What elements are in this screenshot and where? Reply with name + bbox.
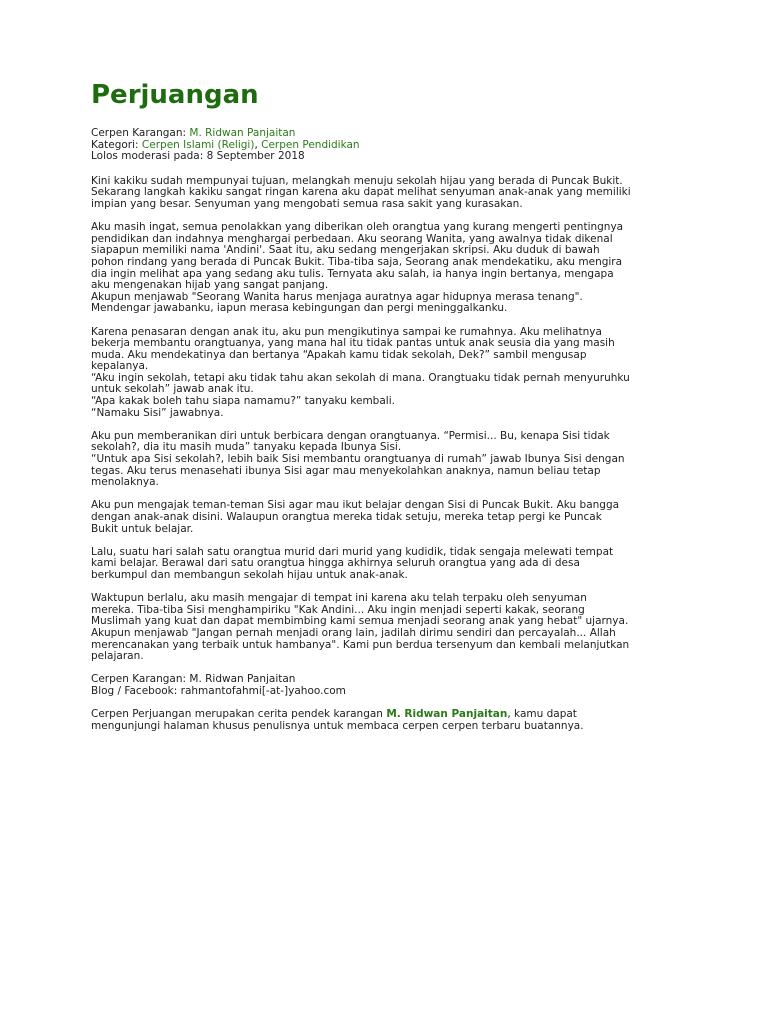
category-link-pendidikan[interactable]: Cerpen Pendidikan bbox=[261, 138, 360, 151]
blog-line: Blog / Facebook: rahmantofahmi[-at-]yahoo.com bbox=[91, 684, 346, 697]
story-meta bbox=[91, 128, 698, 163]
category-label: Kategori: bbox=[91, 138, 142, 151]
category-separator: , bbox=[254, 138, 262, 151]
closing-pre: Cerpen Perjuangan merupakan cerita pendek karangan bbox=[91, 708, 387, 721]
story-paragraph: Lalu, suatu hari salah satu orangtua murid dari murid yang kudidik, tidak sengaja melewati tempat kami belajar. Berawal dari satu orangtua hingga akhirnya seluruh orangtua yang ada di desa berkumpul dan membangun sekolah hijau untuk anak-anak. bbox=[91, 545, 614, 581]
story-paragraph: Aku masih ingat, semua penolakkan yang diberikan oleh orangtua yang kurang mengerti pentingnya pendidikan dan indahnya menghargai perbedaan. Aku seorang Wanita, yang awalnya tidak dikenal siapapun memiliki nama 'Andini'. Saat itu, aku sedang mengerjakan skripsi. Aku duduk di bawah pohon rindang yang berada di Puncak Bukit. Tiba-tiba saja, Seorang anak mendekatiku, aku mengira dia ingin melihat apa yang sedang aku tulis. Ternyata aku salah, ia hanya ingin bertanya, mengapa aku mengenakan hijab yang sangat panjang. Akupun menjawab "Seorang Wanita harus menjaga auratnya agar hidupnya merasa tenang". Mendengar jawabanku, iapun merasa kebingungan dan pergi meninggalkanku. bbox=[91, 221, 624, 315]
author-link[interactable]: M. Ridwan Panjaitan bbox=[189, 127, 296, 139]
moderation-date: Lolos moderasi pada: 8 September 2018 bbox=[91, 150, 305, 163]
closing-author-link[interactable]: M. Ridwan Panjaitan bbox=[386, 708, 508, 721]
page-title: Perjuangan bbox=[91, 80, 259, 110]
closing-post: , kamu dapat mengunjungi halaman khusus penulisnya untuk membaca cerpen cerpen terbaru buatannya. bbox=[91, 708, 584, 732]
story-body bbox=[91, 176, 698, 663]
story-paragraph: Kini kakiku sudah mempunyai tujuan, melangkah menuju sekolah hijau yang berada di Puncak Bukit. Sekarang langkah kakiku sangat ringan karena aku dapat melihat senyuman anak-anak yang memiliki impian yang besar. Senyuman yang mengobati semua rasa sakit yang kurasakan. bbox=[91, 174, 631, 210]
author-credit bbox=[91, 674, 698, 697]
author-credit-line: Cerpen Karangan: M. Ridwan Panjaitan bbox=[91, 673, 296, 686]
story-paragraph: Aku pun mengajak teman-teman Sisi agar mau ikut belajar dengan Sisi di Puncak Bukit. Aku bangga dengan anak-anak disini. Walaupun orangtua mereka tidak setuju, mereka tetap pergi ke Puncak Bukit untuk belajar. bbox=[91, 499, 620, 535]
story-paragraph: Waktupun berlalu, aku masih mengajar di tempat ini karena aku telah terpaku oleh senyuman mereka. Tiba-tiba Sisi menghampiriku "Kak Andini... Aku ingin menjadi seperti kakak, seorang Muslimah yang kuat dan dapat membimbing kami semua menjadi seorang anak yang hebat" ujarnya. Akupun menjawab "Jangan pernah menjadi orang lain, jadilah dirimu sendiri dan percayalah... Allah merencanakan yang terbaik untuk hambanya". Kami pun berdua tersenyum dan kembali melanjutkan pelajaran. bbox=[91, 592, 630, 663]
closing-note bbox=[91, 709, 698, 732]
story-paragraph: Karena penasaran dengan anak itu, aku pun mengikutinya sampai ke rumahnya. Aku melihatnya bekerja membantu orangtuanya, yang mana hal itu tidak pantas untuk anak seusia dia yang masih muda. Aku mendekatinya dan bertanya “Apakah kamu tidak sekolah, Dek?” sambil mengusap kepalanya. “Aku ingin sekolah, tetapi aku tidak tahu akan sekolah di mana. Orangtuaku tidak pernah menyuruhku untuk sekolah” jawab anak itu. “Apa kakak boleh tahu siapa namamu?” tanyaku kembali. “Namaku Sisi” jawabnya. bbox=[91, 325, 630, 419]
category-link-islami[interactable]: Cerpen Islami (Religi) bbox=[141, 138, 255, 151]
author-label: Cerpen Karangan: bbox=[91, 127, 190, 139]
story-paragraph: Aku pun memberanikan diri untuk berbicara dengan orangtuanya. “Permisi... Bu, kenapa Sisi tidak sekolah?, dia itu masih muda” tanyaku kepada Ibunya Sisi. “Untuk apa Sisi sekolah?, lebih baik Sisi membantu orangtuanya di rumah” jawab Ibunya Sisi dengan tegas. Aku terus menasehati ibunya Sisi agar mau menyekolahkan anaknya, namun beliau tetap menolaknya. bbox=[91, 429, 625, 489]
